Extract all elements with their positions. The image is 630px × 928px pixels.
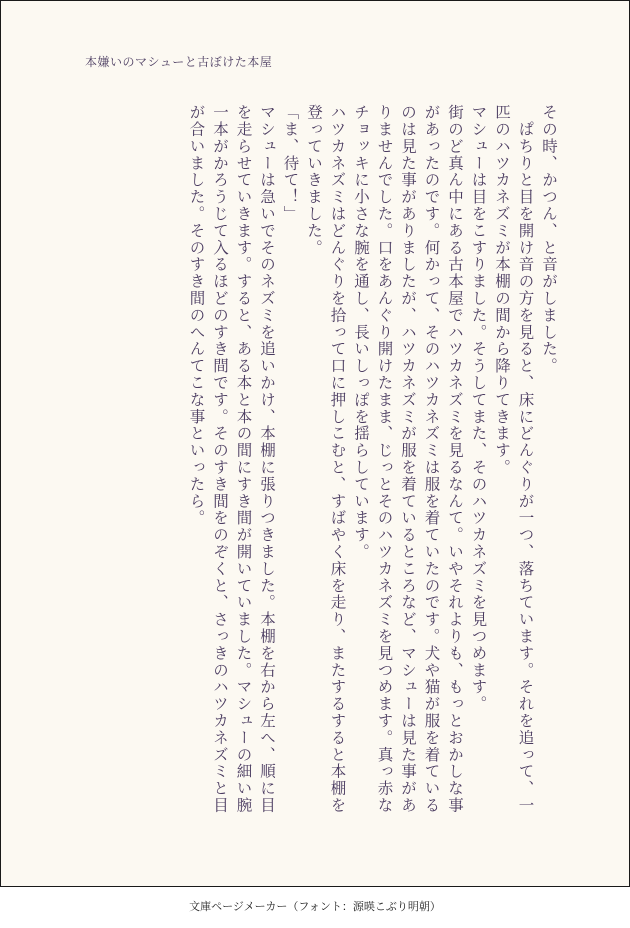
paragraph: ぱちりと目を開け音の方を見ると、床にどんぐりが一つ、落ちています。それを追って、一匹のハツカネズミが本棚の間から降りてきます。 <box>493 104 535 814</box>
generator-credit: 文庫ページメーカー（フォント：源暎こぶり明朝） <box>189 900 441 913</box>
paragraph: マシューは目をこすりました。そうしてまた、そのハツカネズミを見つめます。 <box>469 104 488 713</box>
story-text <box>184 104 560 824</box>
paragraph: 「ま、待て！」 <box>281 104 300 223</box>
paragraph: マシューは急いでそのネズミを追いかけ、本棚に張りつきました。本棚を右から左へ、順に目を走らせていきます。すると、ある本と本の間にすき間が開いていました。マシューの細い腕一本がかろうじて入るほどのすき間です。そのすき間をのぞくと、さっきのハツカネズミと目が合いました。そのすき間のへんてこな事といったら。 <box>187 104 276 814</box>
paragraph: 街のど真ん中にある古本屋でハツカネズミを見るなんて。いやそれよりも、もっとおかしな事があったのです。何かって、そのハツカネズミは服を着ていたのです。犬や猫が服を着ているのは見た事がありましたが、ハツカネズミが服を着ているところなど、マシューは見た事がありませんでした。口をあんぐり開けたまま、じっとそのハツカネズミを見つめます。真っ赤なチョッキに小さな腕を通し、長いしっぽを揺らしています。 <box>352 104 464 814</box>
paragraph: その時、かつん、と音がしました。 <box>540 104 558 375</box>
book-title: 本嫌いのマシューと古ぼけた本屋 <box>85 55 273 69</box>
paragraph: ハツカネズミはどんぐりを拾って口に押しこむと、すばやく床を走り、またするすると本棚を登っていきました。 <box>305 104 347 814</box>
